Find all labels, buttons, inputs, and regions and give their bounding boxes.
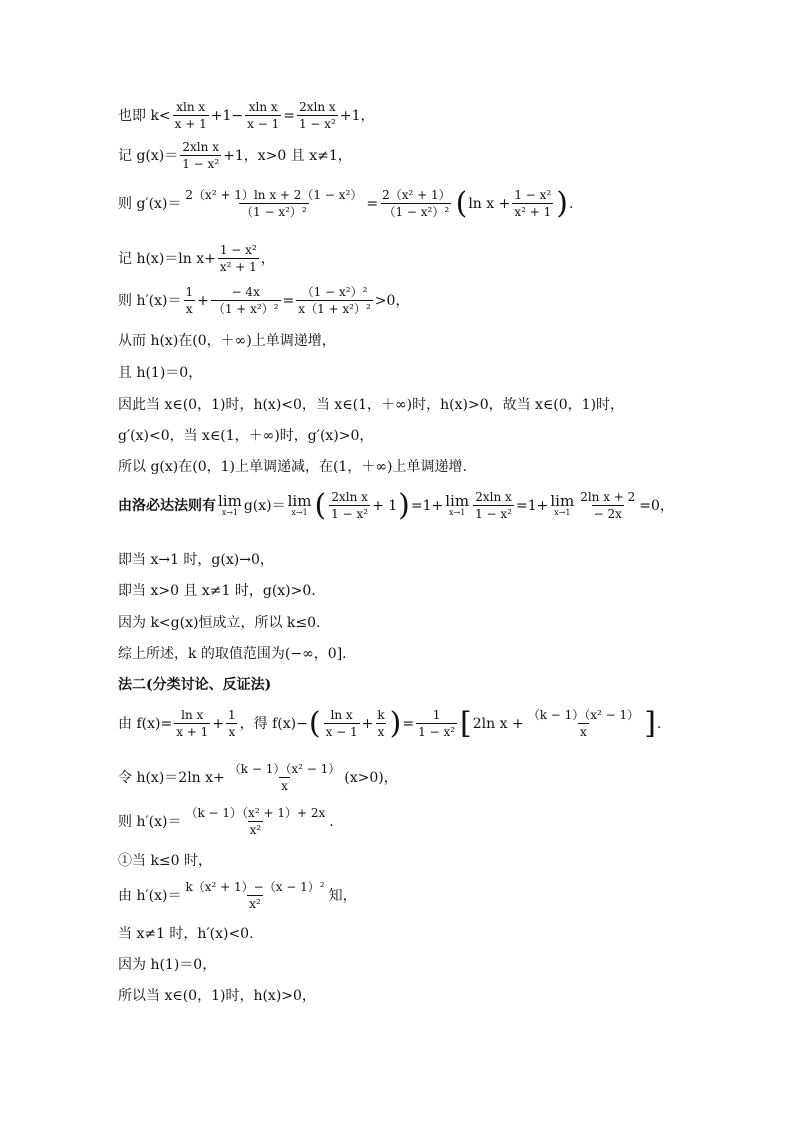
line-24: 所以当 x∈(0，1)时，h(x)>0，: [118, 988, 316, 1004]
text: g(x)＝: [243, 497, 286, 514]
text: +: [197, 292, 209, 309]
fraction: $\frac{\text{1 − x²}}{\text{x² + 1}}$: [514, 188, 552, 219]
limit: lim x→1: [550, 492, 575, 517]
text: + 1: [372, 497, 398, 514]
line-23: 因为 h(1)＝0，: [118, 957, 217, 973]
fraction: $\frac{\text{2xln x}}{\text{1 − x²}}$: [475, 490, 512, 521]
fraction: $\frac{\text{xln x}}{x - 1}$: [247, 100, 280, 131]
text: +1−: [210, 107, 244, 124]
fraction: $\frac{\text{2（x² + 1）ln x + 2（1 − x²）}}{\text{（1 − x²）²}}$: [185, 188, 363, 219]
fraction: $\frac{\text{2（x² + 1）}}{\text{（1 − x²）²}}$: [382, 188, 451, 219]
text: 则 h′(x)＝: [118, 292, 182, 309]
text: =: [402, 715, 415, 732]
text: .: [568, 195, 574, 212]
line-17: [118, 705, 662, 741]
text: 记 g(x)＝: [118, 147, 179, 164]
text: =1+: [410, 497, 444, 514]
line-5: [118, 285, 409, 316]
text: =: [282, 292, 295, 309]
text: +: [212, 715, 225, 732]
line-8: 因此当 x∈(0，1)时，h(x)<0，当 x∈(1，＋∞)时，h(x)>0，故当 x∈(0，1)时，: [118, 397, 625, 413]
fraction: $\frac{\text{ln x}}{x - 1}$: [325, 708, 358, 739]
text: +1，: [339, 107, 375, 124]
fraction: $\frac{\text{（k − 1）（x² − 1）}}{x}$: [527, 708, 640, 739]
text: ，: [260, 250, 275, 267]
fraction: $\frac{\text{（k − 1）（x² − 1）}}{x}$: [228, 762, 341, 793]
text: 记 h(x)＝ln x+: [118, 250, 216, 267]
fraction: $\frac{\text{ln x}}{x + 1}$: [176, 708, 209, 739]
text: ln x +: [468, 195, 511, 212]
line-1: [118, 100, 375, 131]
line-18: [118, 762, 398, 793]
line-9: g′(x)<0，当 x∈(1，＋∞)时，g′(x)>0，: [118, 428, 374, 444]
fraction: $\frac{\text{2xln x}}{\text{1 − x²}}$: [182, 140, 220, 171]
line-20: ①当 k≤0 时，: [118, 853, 213, 869]
line-4: [118, 243, 275, 274]
line-6: 从而 h(x)在(0，＋∞)上单调递增，: [118, 333, 336, 349]
line-7: 且 h(1)＝0，: [118, 365, 203, 381]
text: =0，: [639, 497, 674, 514]
left-paren: (: [314, 487, 327, 523]
text: .: [656, 715, 662, 732]
fraction: $\frac{1}{\text{1 − x²}}$: [418, 708, 456, 739]
text: (x>0)，: [344, 769, 398, 786]
line-13: 即当 x>0 且 x≠1 时，g(x)>0.: [118, 583, 316, 599]
right-bracket: ]: [644, 705, 656, 741]
text: =: [283, 107, 295, 124]
text: 也即 k<: [118, 107, 171, 124]
fraction: $\frac{- 4x}{\text{（1 + x²）²}}$: [212, 285, 279, 316]
text: ，得 f(x)−: [239, 715, 308, 732]
line-22: 当 x≠1 时，h′(x)<0.: [118, 926, 254, 942]
line-11: [118, 487, 674, 523]
text: +1，x>0 且 x≠1，: [223, 147, 352, 164]
line-21: [118, 880, 357, 911]
right-paren: ): [389, 705, 402, 741]
left-paren: (: [455, 185, 468, 221]
text: 2ln x +: [472, 715, 524, 732]
text: 由洛必达法则有: [118, 497, 216, 514]
text: 令 h(x)＝2ln x+: [118, 769, 225, 786]
left-bracket: [: [460, 705, 472, 741]
text: >0，: [374, 292, 410, 309]
limit: lim x→1: [218, 492, 242, 517]
fraction: $\frac{\text{（1 − x²）²}}{\text{x（1 + x²）²}}$: [298, 285, 371, 316]
fraction: $\frac{k}{x}$: [377, 708, 385, 739]
fraction: $\frac{\text{（k − 1）（x² + 1）+ 2x}}{\text{x²}}$: [185, 806, 326, 837]
fraction: $\frac{\text{2xln x}}{\text{1 − x²}}$: [331, 490, 369, 521]
fraction: $\frac{\text{xln x}}{x + 1}$: [174, 100, 207, 131]
line-10: 所以 g(x)在(0，1)上单调递减，在(1，＋∞)上单调递增.: [118, 459, 467, 475]
fraction: $\frac{\text{2ln x + 2}}{- 2x}$: [580, 490, 636, 521]
fraction: $\frac{\text{k（x² + 1）−（x − 1）²}}{\text{x²}}$: [185, 880, 325, 911]
text: 由 f(x)=: [118, 715, 173, 732]
fraction: $\frac{1}{x}$: [185, 285, 194, 316]
line-12: 即当 x→1 时，g(x)→0，: [118, 552, 274, 568]
line-14: 因为 k<g(x)恒成立，所以 k≤0.: [118, 615, 321, 631]
text: .: [329, 813, 334, 830]
line-15: 综上所述，k 的取值范围为(−∞，0].: [118, 646, 347, 662]
line-2: [118, 140, 352, 171]
right-paren: ): [398, 487, 410, 523]
text: 则 g′(x)＝: [118, 195, 182, 212]
left-paren: (: [308, 705, 321, 741]
text: 知，: [328, 887, 357, 904]
right-paren: ): [556, 185, 568, 221]
limit: lim x→1: [445, 492, 470, 517]
section-heading: 法二(分类讨论、反证法): [118, 677, 272, 693]
text: 由 h′(x)＝: [118, 887, 182, 904]
text: +: [361, 715, 374, 732]
text: =: [366, 195, 379, 212]
fraction: $\frac{1}{x}$: [228, 708, 236, 739]
line-19: [118, 806, 334, 837]
fraction: $\frac{\text{2xln x}}{\text{1 − x²}}$: [298, 100, 336, 131]
fraction: $\frac{\text{1 − x²}}{\text{x² + 1}}$: [219, 243, 257, 274]
text: =1+: [515, 497, 549, 514]
text: 则 h′(x)＝: [118, 813, 182, 830]
limit: lim x→1: [287, 492, 312, 517]
line-3: [118, 185, 574, 221]
